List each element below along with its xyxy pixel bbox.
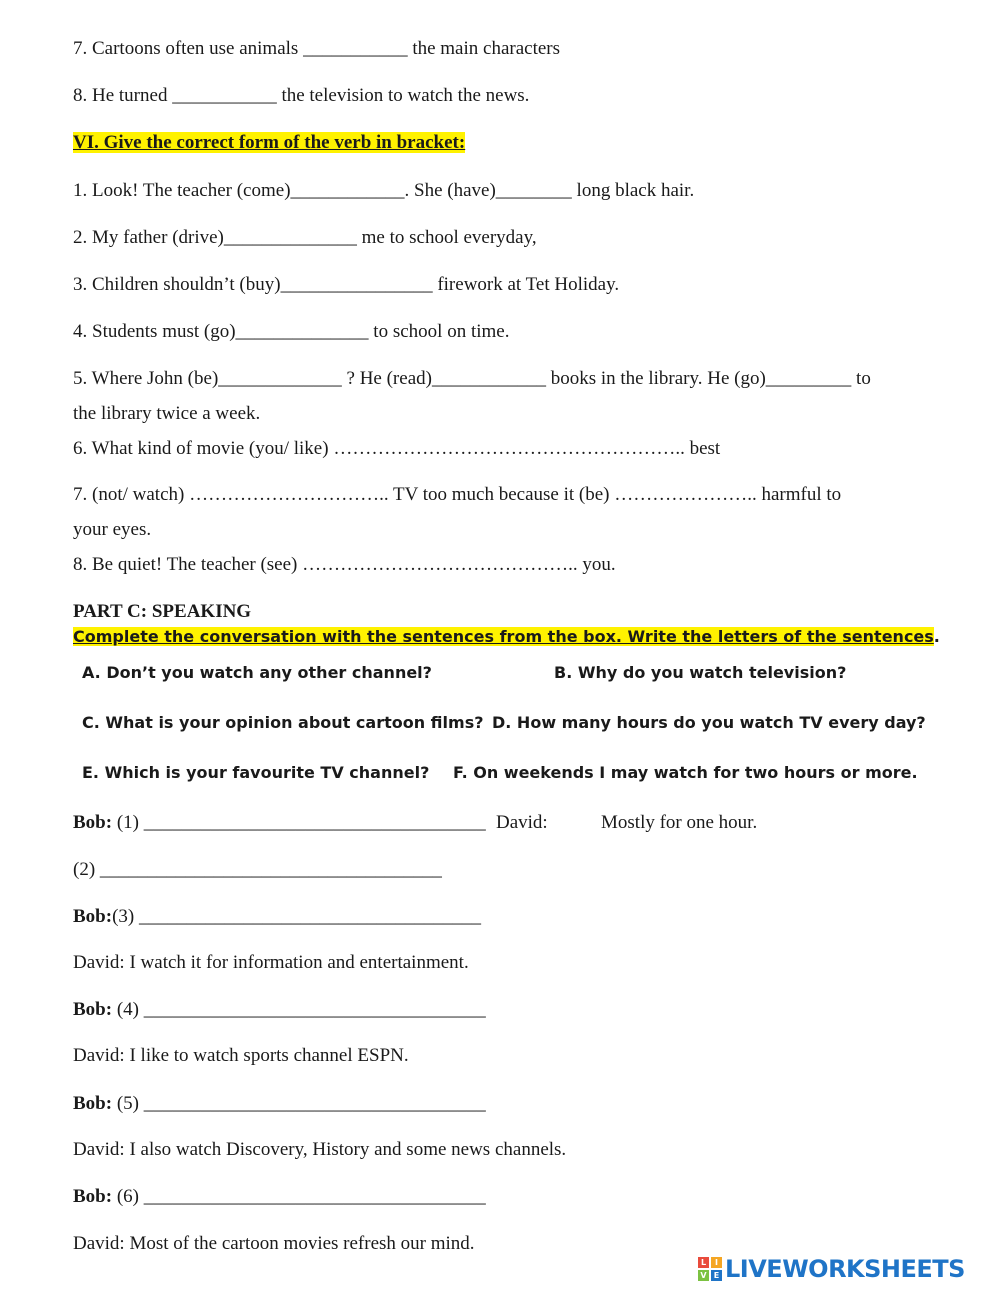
answer-blank-1[interactable]: (1) ____________________________________ [112,812,486,833]
david-reply-5: David: I also watch Discovery, History and some news channels. [73,1139,567,1160]
option-a: A. Don’t you watch any other channel? [82,663,432,682]
part-c-instruction [73,625,940,649]
option-b: B. Why do you watch television? [554,663,847,682]
verb-item-7: 7. (not/ watch) ………………………….. TV too much because it (be) ………………….. harmful to [73,484,842,505]
dialogue-bob-5 [73,1092,486,1116]
option-f: F. On weekends I may watch for two hours or more. [453,763,918,782]
section-vi-heading [73,131,465,155]
dialogue-bob-6 [73,1185,486,1209]
logo-icon-v: V [698,1270,709,1281]
logo-icon-i: I [711,1257,722,1268]
answer-blank-3[interactable]: (3) ____________________________________ [112,906,481,927]
dialogue-bob-1 [73,811,486,835]
part-c-instruction-period: . [933,627,940,646]
option-d: D. How many hours do you watch TV every day? [492,713,926,732]
logo-icon-l: L [698,1257,709,1268]
david-reply-4: David: I like to watch sports channel ESPN. [73,1045,409,1066]
liveworksheets-logo-icon [698,1257,722,1281]
option-c: C. What is your opinion about cartoon films? [82,713,484,732]
option-e: E. Which is your favourite TV channel? [82,763,430,782]
liveworksheets-logo-text: LIVEWORKSHEETS [725,1255,965,1283]
dialogue-bob-3 [73,905,481,929]
answer-blank-2[interactable]: (2) ____________________________________ [73,859,442,880]
bob-speaker-5: Bob: [73,1093,113,1114]
part-c-heading: PART C: SPEAKING [73,601,252,622]
answer-blank-5[interactable]: (5) ____________________________________ [112,1093,486,1114]
liveworksheets-logo [698,1254,965,1284]
dialogue-bob-4 [73,998,486,1022]
bob-speaker-3: Bob: [73,906,113,927]
david-reply-1: Mostly for one hour. [601,812,758,833]
verb-item-2: 2. My father (drive)______________ me to school everyday, [73,227,537,248]
verb-item-7-cont: your eyes. [73,519,152,540]
question-8-line: 8. He turned ___________ the television to watch the news. [73,85,530,106]
question-7-line: 7. Cartoons often use animals ___________ the main characters [73,38,561,59]
verb-item-5-cont: the library twice a week. [73,403,261,424]
verb-item-4: 4. Students must (go)______________ to school on time. [73,321,510,342]
verb-item-3: 3. Children shouldn’t (buy)________________ firework at Tet Holiday. [73,274,620,295]
bob-speaker-4: Bob: [73,999,113,1020]
section-vi-heading-text: VI. Give the correct form of the verb in bracket: [73,132,466,153]
bob-speaker-1: Bob: [73,812,113,833]
david-speaker-1: David: [496,812,548,833]
part-c-instruction-text: Complete the conversation with the sentences from the box. Write the letters of the sentences [73,627,934,646]
verb-item-5: 5. Where John (be)_____________ ? He (read)____________ books in the library. He (go)_________ to [73,368,871,389]
david-reply-3: David: I watch it for information and entertainment. [73,952,469,973]
verb-item-8: 8. Be quiet! The teacher (see) …………………………………….. you. [73,554,616,575]
logo-icon-e: E [711,1270,722,1281]
david-reply-6: David: Most of the cartoon movies refresh our mind. [73,1233,475,1254]
answer-blank-4[interactable]: (4) ____________________________________ [112,999,486,1020]
bob-speaker-6: Bob: [73,1186,113,1207]
answer-blank-6[interactable]: (6) ____________________________________ [112,1186,486,1207]
verb-item-6: 6. What kind of movie (you/ like) ……………………………………………….. best [73,438,721,459]
verb-item-1: 1. Look! The teacher (come)____________. She (have)________ long black hair. [73,180,695,201]
